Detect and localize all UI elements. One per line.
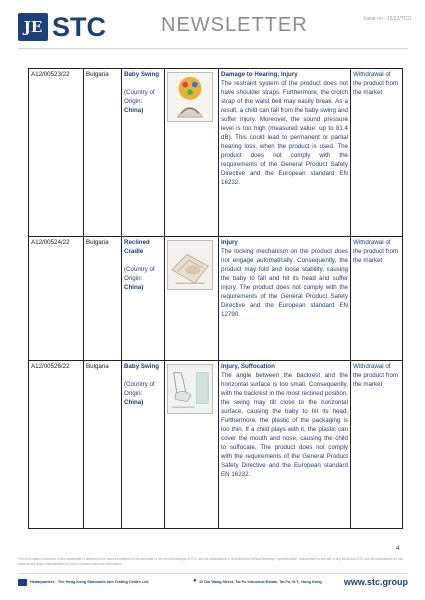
country-of-origin [124, 265, 162, 292]
description-cell [219, 237, 351, 361]
measures-taken: Withdrawal of the product from the market [351, 361, 403, 529]
baby-swing-photo [167, 72, 213, 122]
newsletter-header [18, 12, 413, 48]
footer-divider [18, 573, 408, 574]
table-row [29, 361, 403, 529]
product-image-cell [165, 237, 219, 361]
country-of-origin [124, 88, 162, 115]
website-link[interactable]: www.stc.group [343, 577, 408, 587]
table-row [29, 69, 403, 237]
product-name: Reclined Cradle [124, 239, 150, 255]
building-icon [18, 579, 27, 586]
country-of-origin [124, 380, 162, 407]
origin-country: China) [124, 284, 144, 291]
headquarters-name: Headquarters - The Hong Kong Standards and Testing Centre Ltd. [30, 580, 149, 584]
stc-logo-mark-icon: JE [18, 13, 48, 41]
origin-label: (Country of Origin: [124, 266, 155, 282]
risk-type: Damage to Hearing, Injury [221, 71, 298, 78]
page-footer [18, 577, 408, 591]
origin-country: China) [124, 399, 144, 406]
measures-taken: Withdrawal of the product from the market [351, 237, 403, 361]
product-name: Baby Swing [124, 363, 160, 370]
origin-label: (Country of Origin: [124, 89, 155, 105]
notifying-country: Bulgaria [84, 69, 122, 237]
origin-country: China) [124, 107, 144, 114]
notifying-country: Bulgaria [84, 361, 122, 529]
disclaimer: The information contained in this newsletter is obtained from sources believed to be accurate to the best knowledge of STC and its subsidiaries. It is distributed without warranty, representation, inducement or license of any kinds and STC and its subsidiaries do not assume any legal responsibility for use or reliance upon the information. [18, 557, 403, 566]
notification-id: A12/00524/22 [29, 237, 84, 361]
product-name: Baby Swing [124, 71, 160, 78]
product-cell [122, 237, 165, 361]
risk-description: The locking mechanism on the product does not engage automatically. Consequently, the product may fold and loose stability, causing the baby to fall and hit its head and suffer injury. The product does not comply with the requirements of the General Product Safety Directive and the European standard EN 12790. [221, 248, 348, 318]
product-cell [122, 69, 165, 237]
product-image-cell [165, 361, 219, 529]
newsletter-title: NEWSLETTER [161, 14, 308, 36]
notification-id: A12/00523/22 [29, 69, 84, 237]
notifying-country: Bulgaria [84, 237, 122, 361]
stc-logo-text: STC [52, 11, 106, 42]
product-cell [122, 361, 165, 529]
risk-type: Injury [221, 239, 238, 246]
measures-taken: Withdrawal of the product from the market [351, 69, 403, 237]
origin-label: (Country of Origin: [124, 381, 155, 397]
risk-description: The angle between the backrest and the horizontal surface is too small. Consequently, with the backrest in the most reclined position, the swing may tilt close to the horizontal surface, causing the baby to hit its head. Furthermore, the plastic of the packaging is too thin. If a child plays with it, the plastic can cover the mouth and nose, causing the child to suffocate. The product does not comply with the requirements of the General Product Safety Directive and the European standard EN 16232. [221, 372, 348, 478]
risk-description: The restraint system of the product does not have shoulder straps. Furthermore, the crotch strap of the waist belt may easily break. As a result, a child can fall from the baby swing and suffer injury. Moreover, the sound pressure level is too high (measured value: up to 81.4 dB). This could lead to permanent or partial hearing loss, when the product is used. The product does not comply with the requirements of the General Product Safety Directive and the European standard EN 16232. [221, 80, 348, 186]
notification-id: A12/00526/22 [29, 361, 84, 529]
recall-table [28, 68, 403, 529]
headquarters-address: 10 Dai Wang Street, Tai Po Industrial Estate, Tai Po, N.T., Hong Kong [199, 580, 322, 584]
stc-logo [18, 12, 106, 42]
issue-number: Issue no : 15/22/TCD [363, 16, 411, 22]
page-number: 4 [396, 546, 400, 552]
risk-type: Injury, Suffocation [221, 363, 275, 370]
description-cell [219, 69, 351, 237]
product-image-cell [165, 69, 219, 237]
header-divider [18, 48, 408, 49]
description-cell [219, 361, 351, 529]
table-row [29, 237, 403, 361]
reclined-cradle-photo [167, 240, 213, 290]
baby-swing-photo [167, 364, 213, 414]
location-pin-icon: ● [193, 578, 197, 584]
